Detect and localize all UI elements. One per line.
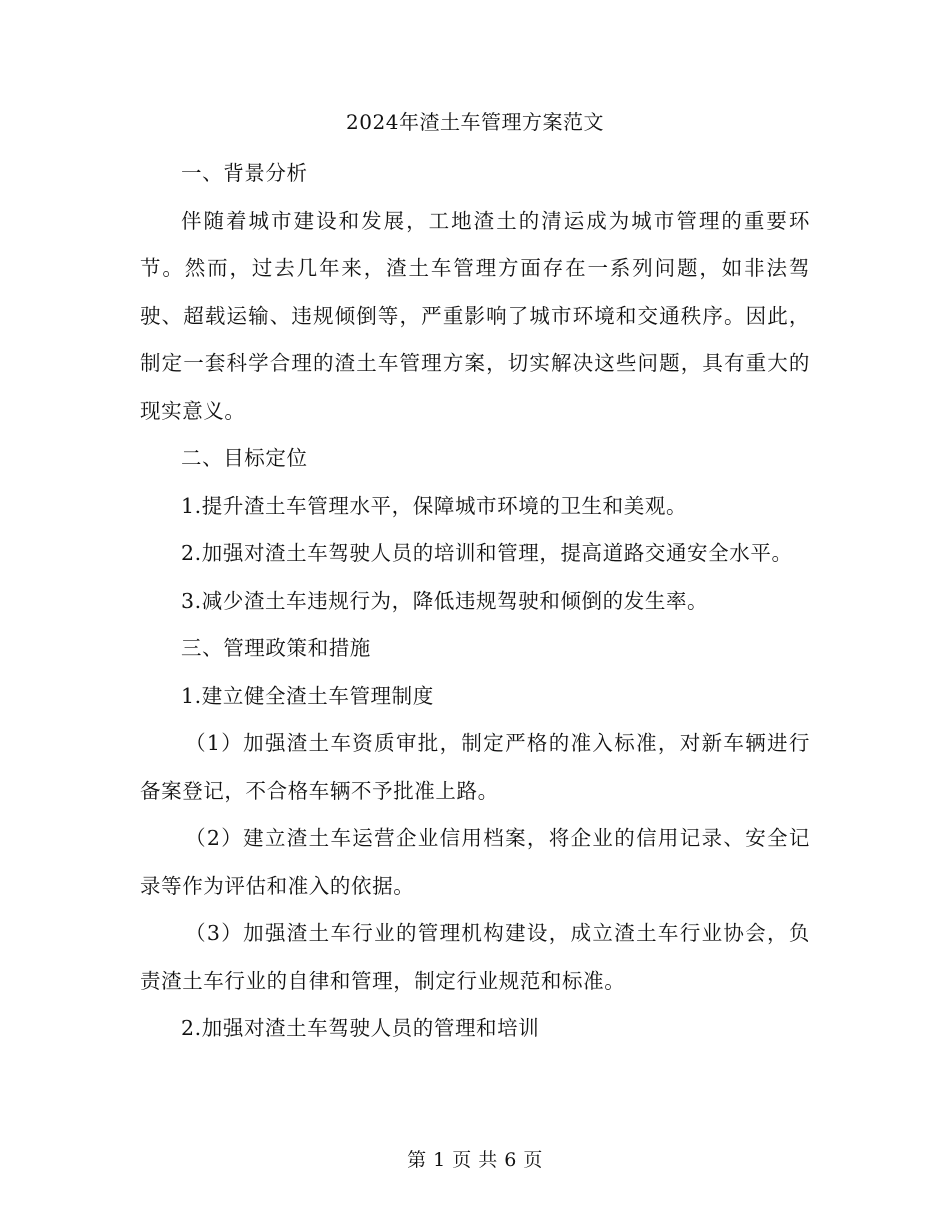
goal-item-2: 2.加强对渣土车驾驶人员的培训和管理，提高道路交通安全水平。 [181, 541, 793, 565]
document-body [140, 150, 810, 1053]
policy-item-3: （3）加强渣土车行业的管理机构建设，成立渣土车行业协会，负责渣土车行业的自律和管理，制定行业规范和标准。 [140, 921, 810, 993]
policy-item-1: （1）加强渣土车资质审批，制定严格的准入标准，对新车辆进行备案登记，不合格车辆不予批准上路。 [140, 731, 810, 803]
subsection-heading-2: 2.加强对渣土车驾驶人员的管理和培训 [181, 1016, 540, 1040]
document-title: 2024年渣土车管理方案范文 [346, 110, 604, 134]
policy-item-2: （2）建立渣土车运营企业信用档案，将企业的信用记录、安全记录等作为评估和准入的依据。 [140, 826, 810, 898]
goal-item-3: 3.减少渣土车违规行为，降低违规驾驶和倾倒的发生率。 [181, 588, 709, 613]
subsection-heading-1: 1.建立健全渣土车管理制度 [181, 683, 434, 708]
section-heading-goals: 二、目标定位 [181, 446, 308, 470]
goal-item-1: 1.提升渣土车管理水平，保障城市环境的卫生和美观。 [181, 493, 688, 518]
section-heading-background: 一、背景分析 [181, 161, 308, 185]
paragraph-background: 伴随着城市建设和发展，工地渣土的清运成为城市管理的重要环节。然而，过去几年来，渣土车管理方面存在一系列问题，如非法驾驶、超载运输、违规倾倒等，严重影响了城市环境和交通秩序。因此，制定一套科学合理的渣土车管理方案，切实解决这些问题，具有重大的现实意义。 [140, 208, 810, 423]
section-heading-policies: 三、管理政策和措施 [181, 636, 371, 660]
page-number-footer: 第 1 页 共 6 页 [407, 1149, 543, 1171]
